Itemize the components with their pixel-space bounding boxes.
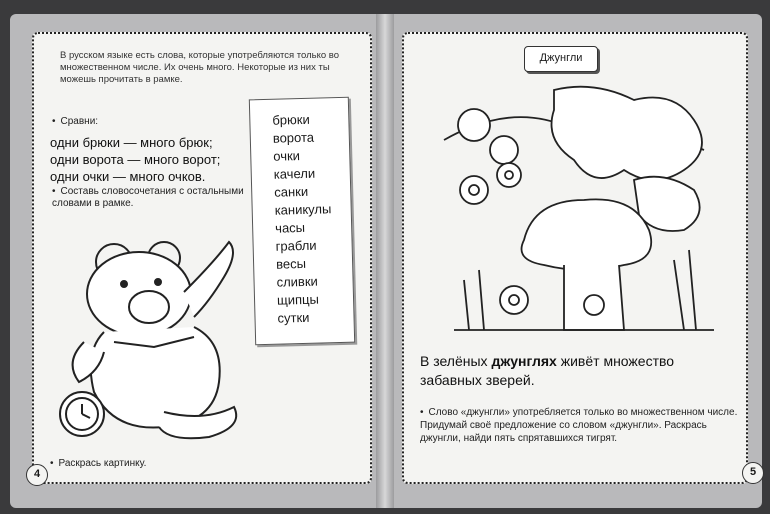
word-item: часы xyxy=(274,219,306,236)
word-item: каникулы xyxy=(274,201,332,218)
bear-illustration xyxy=(44,222,254,452)
left-page xyxy=(32,32,372,484)
word-item: санки xyxy=(274,183,309,200)
word-item: весы xyxy=(275,255,307,272)
paint-note: • Раскрась картинку. xyxy=(50,458,146,469)
topic-label: Джунгли xyxy=(524,46,598,72)
compare-line: одни очки — много очков. xyxy=(50,169,206,184)
intro-text: В русском языке есть слова, которые употребляются только во множественном числе. Их очень много. Некоторые из них ты можешь прочитать в рамке. xyxy=(60,50,339,85)
compare-line: одни брюки — много брюк; xyxy=(50,135,213,150)
page-number: 5 xyxy=(742,462,764,484)
book-spread xyxy=(10,14,762,508)
word-box xyxy=(249,97,355,346)
right-page xyxy=(402,32,757,484)
jungle-sentence xyxy=(420,352,736,390)
book-gutter xyxy=(376,14,394,508)
word-item: щипцы xyxy=(276,291,320,308)
word-item: грабли xyxy=(275,237,317,254)
sentence-end: живёт множество забавных зверей. xyxy=(420,353,675,388)
word-item: сливки xyxy=(276,273,318,290)
word-item: брюки xyxy=(272,111,310,128)
word-item: сутки xyxy=(277,309,310,326)
compare-examples xyxy=(50,134,270,185)
word-item: качели xyxy=(273,165,316,182)
compare-label: • Сравни: xyxy=(52,116,98,127)
compare-line: одни ворота — много ворот; xyxy=(50,152,221,167)
word-item: ворота xyxy=(272,129,315,146)
task-text: • Составь словосочетания с остальными словами в рамке. xyxy=(52,186,262,210)
page-number: 4 xyxy=(26,464,48,486)
sentence-keyword: джунглях xyxy=(491,353,557,369)
sentence-start: В зелёных xyxy=(420,353,492,369)
jungle-task: • Слово «джунгли» употребляется только во множественном числе. Придумай своё предложение со словом «джунгли». Раскрась джунгли, найди пять спрятавшихся тигрят. xyxy=(420,406,738,445)
jungle-illustration xyxy=(434,80,724,340)
word-item: очки xyxy=(273,148,301,164)
